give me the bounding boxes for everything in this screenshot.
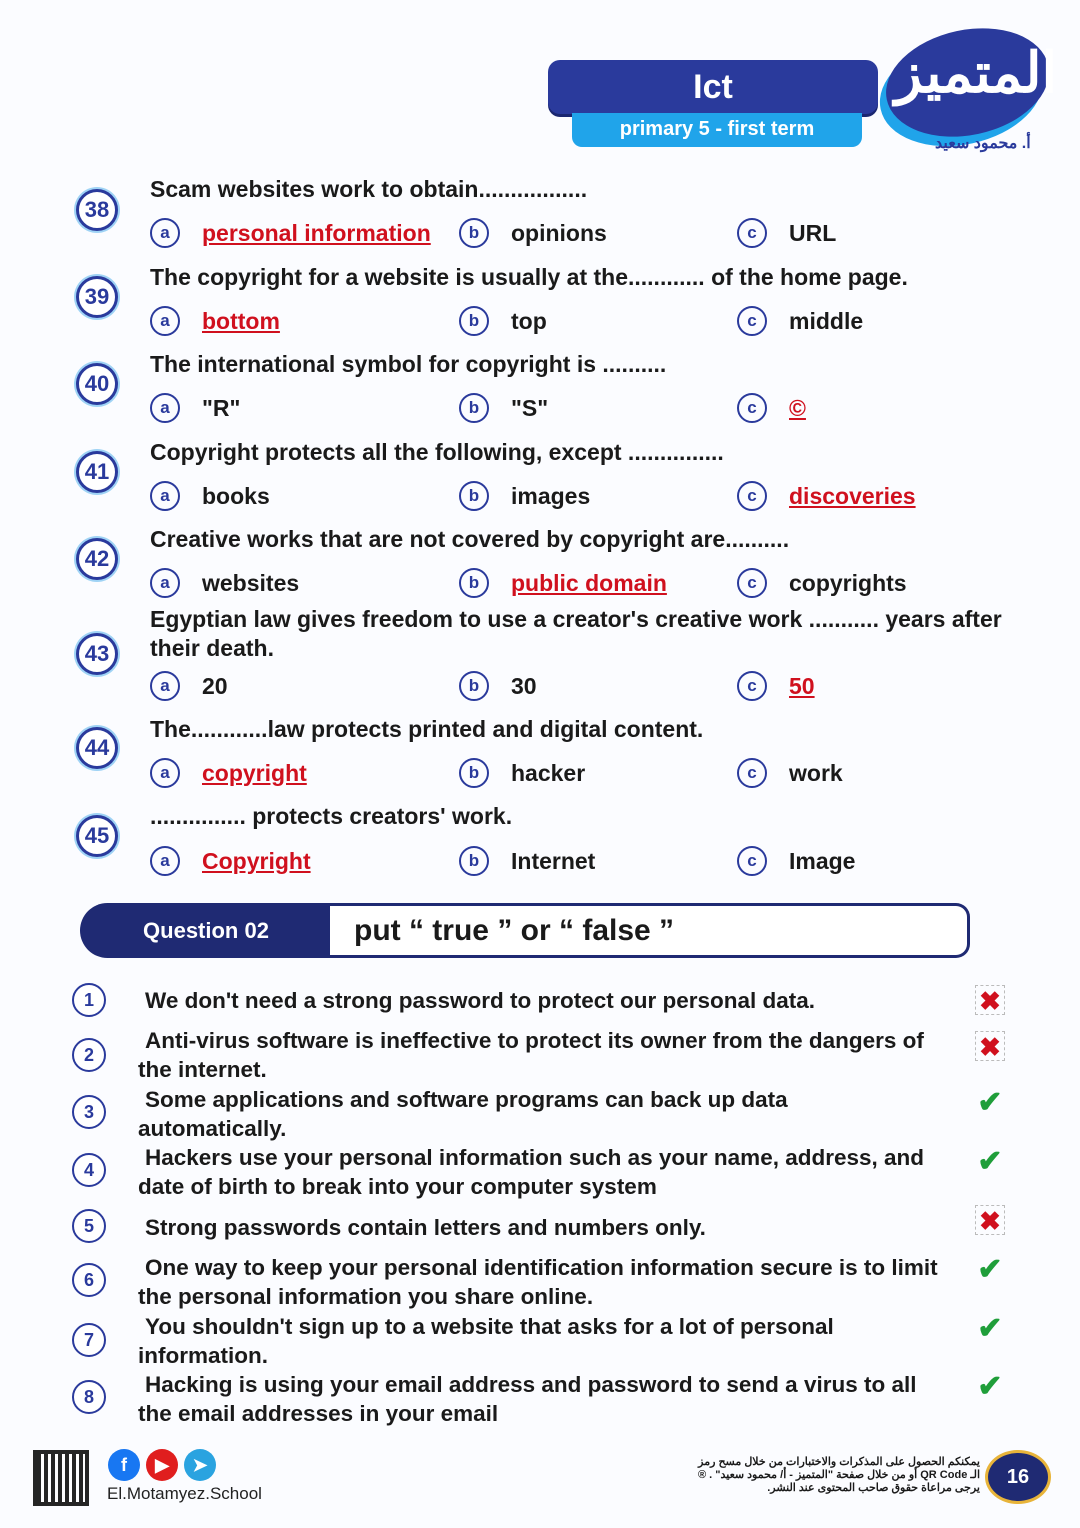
option-letter: a	[150, 758, 180, 788]
option-text: 30	[511, 672, 537, 699]
option-c[interactable]	[737, 393, 806, 423]
option-b[interactable]	[459, 306, 547, 336]
option-letter: b	[459, 393, 489, 423]
check-icon: ✔	[977, 1370, 1003, 1403]
statement-text: We don't need a strong password to protect our personal data.	[145, 988, 816, 1013]
option-a[interactable]	[150, 758, 307, 788]
statement-number: 5	[72, 1209, 106, 1243]
option-b[interactable]	[459, 481, 590, 511]
option-letter: a	[150, 393, 180, 423]
option-text: opinions	[511, 219, 607, 246]
question-text: The............law protects printed and digital content.	[150, 716, 704, 742]
option-letter: a	[150, 671, 180, 701]
option-a[interactable]	[150, 218, 431, 248]
option-text: "S"	[511, 394, 549, 421]
option-letter: b	[459, 306, 489, 336]
option-text: URL	[789, 219, 837, 246]
question-number: 40	[76, 363, 118, 405]
statement-number: 4	[72, 1153, 106, 1187]
check-icon: ✔	[977, 1086, 1003, 1119]
option-letter: b	[459, 758, 489, 788]
option-b[interactable]	[459, 758, 585, 788]
option-letter: a	[150, 218, 180, 248]
option-letter: b	[459, 481, 489, 511]
statement-number: 2	[72, 1038, 106, 1072]
footer-site: El.Motamyez.School	[107, 1484, 262, 1503]
cross-icon: ✖	[975, 1031, 1005, 1061]
check-icon: ✔	[977, 1253, 1003, 1286]
option-letter: b	[459, 671, 489, 701]
option-c[interactable]	[737, 671, 815, 701]
check-icon: ✔	[977, 1312, 1003, 1345]
option-letter: c	[737, 671, 767, 701]
option-letter: b	[459, 218, 489, 248]
question-text: Scam websites work to obtain.................	[150, 176, 588, 202]
option-a[interactable]	[150, 568, 299, 598]
question-number: 45	[76, 815, 118, 857]
statement-number: 1	[72, 983, 106, 1017]
option-a[interactable]	[150, 306, 280, 336]
subject-title: Ict	[548, 60, 878, 114]
option-letter: a	[150, 481, 180, 511]
option-a[interactable]	[150, 671, 228, 701]
correct-answer: Copyright	[202, 847, 311, 874]
statement-text: Anti-virus software is ineffective to protect its owner from the dangers of the internet.	[138, 1028, 924, 1082]
youtube-icon[interactable]: ▶	[146, 1449, 178, 1481]
option-c[interactable]	[737, 568, 907, 598]
cross-icon: ✖	[975, 1205, 1005, 1235]
question-text: Copyright protects all the following, except ...............	[150, 439, 724, 465]
section-label: Question 02	[80, 903, 332, 958]
question-text: ............... protects creators' work.	[150, 803, 513, 829]
statement-text: Some applications and software programs can back up data automatically.	[138, 1087, 788, 1141]
question-number: 42	[76, 538, 118, 580]
option-c[interactable]	[737, 306, 863, 336]
statement-text: One way to keep your personal identification information secure is to limit the personal information you share online.	[138, 1255, 938, 1309]
option-a[interactable]	[150, 393, 240, 423]
option-letter: b	[459, 846, 489, 876]
cross-icon: ✖	[975, 985, 1005, 1015]
statement-text: Strong passwords contain letters and numbers only.	[145, 1215, 706, 1240]
option-letter: a	[150, 568, 180, 598]
question-text: Creative works that are not covered by copyright are..........	[150, 526, 790, 552]
correct-answer: bottom	[202, 307, 280, 334]
option-letter: a	[150, 846, 180, 876]
logo: المتميز	[895, 40, 1058, 106]
option-text: websites	[202, 569, 300, 596]
option-c[interactable]	[737, 218, 836, 248]
option-c[interactable]	[737, 846, 855, 876]
question-number: 43	[76, 633, 118, 675]
statement-text: You shouldn't sign up to a website that asks for a lot of personal information.	[138, 1314, 834, 1368]
footer-note: يمكنكم الحصول على المذكرات والاختبارات من خلال مسح رمز الـ QR Code أو من خلال صفحة "المتميز - أ/ محمود سعيد" . ® يرجى مراعاة حقوق صاحب المحتوى عند النشر.	[697, 1456, 980, 1494]
option-letter: a	[150, 306, 180, 336]
author-name: أ. محمود سعيد	[935, 135, 1031, 152]
question-number: 39	[76, 276, 118, 318]
option-a[interactable]	[150, 481, 270, 511]
option-b[interactable]	[459, 846, 595, 876]
option-text: copyrights	[789, 569, 907, 596]
option-text: middle	[789, 307, 864, 334]
correct-answer: discoveries	[789, 482, 916, 509]
question-text: The copyright for a website is usually at the............ of the home page.	[150, 264, 908, 290]
section-instruction: put “ true ” or “ false ”	[330, 903, 970, 958]
option-b[interactable]	[459, 218, 607, 248]
statement-number: 3	[72, 1095, 106, 1129]
option-text: 20	[202, 672, 228, 699]
statement-text: Hackers use your personal information such as your name, address, and date of birth to break into your computer system	[138, 1145, 925, 1199]
statement-number: 7	[72, 1323, 106, 1357]
page-number: 16	[985, 1450, 1051, 1504]
option-letter: c	[737, 218, 767, 248]
option-letter: c	[737, 758, 767, 788]
option-text: images	[511, 482, 591, 509]
correct-answer: 50	[789, 672, 815, 699]
correct-answer: ©	[789, 394, 806, 421]
option-text: Internet	[511, 847, 596, 874]
option-c[interactable]	[737, 481, 916, 511]
qr-code	[33, 1450, 89, 1506]
option-b[interactable]	[459, 671, 537, 701]
grade-subtitle: primary 5 - first term	[572, 113, 862, 147]
statement-text: Hacking is using your email address and password to send a virus to all the email addresses in your email	[138, 1372, 917, 1426]
question-number: 44	[76, 727, 118, 769]
option-letter: c	[737, 481, 767, 511]
facebook-icon[interactable]: f	[108, 1449, 140, 1481]
option-a[interactable]	[150, 846, 311, 876]
check-icon: ✔	[977, 1145, 1003, 1178]
question-text: The international symbol for copyright is ..........	[150, 351, 667, 377]
statement-number: 6	[72, 1263, 106, 1297]
option-c[interactable]	[737, 758, 843, 788]
option-letter: c	[737, 846, 767, 876]
option-text: hacker	[511, 759, 586, 786]
option-b[interactable]	[459, 568, 667, 598]
option-text: work	[789, 759, 843, 786]
option-letter: b	[459, 568, 489, 598]
option-letter: c	[737, 393, 767, 423]
option-text: top	[511, 307, 547, 334]
option-text: Image	[789, 847, 856, 874]
correct-answer: public domain	[511, 569, 667, 596]
correct-answer: personal information	[202, 219, 431, 246]
option-b[interactable]	[459, 393, 548, 423]
question-text: Egyptian law gives freedom to use a creator's creative work ........... years after their death.	[150, 606, 1002, 661]
option-text: "R"	[202, 394, 241, 421]
correct-answer: copyright	[202, 759, 307, 786]
option-letter: c	[737, 306, 767, 336]
question-number: 41	[76, 451, 118, 493]
option-letter: c	[737, 568, 767, 598]
telegram-icon[interactable]: ➤	[184, 1449, 216, 1481]
question-number: 38	[76, 189, 118, 231]
statement-number: 8	[72, 1380, 106, 1414]
option-text: books	[202, 482, 270, 509]
